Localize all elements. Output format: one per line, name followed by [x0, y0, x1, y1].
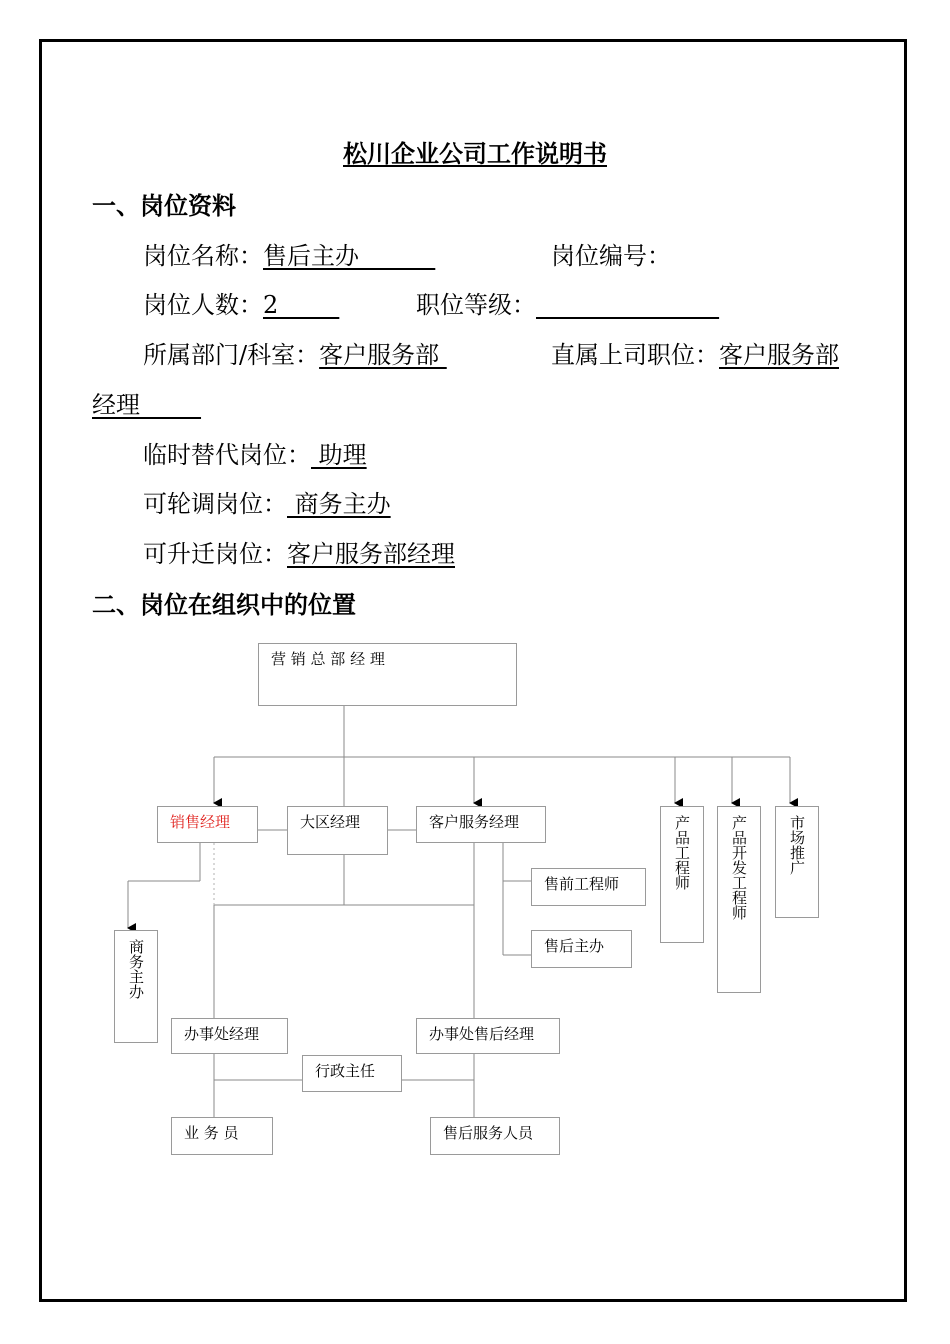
business-officer-text: 商务主办 [127, 939, 145, 999]
department-label: 所属部门/科室： [143, 341, 320, 369]
department-value: 客户服务部 [319, 341, 447, 369]
substitute-value: 助理 [311, 441, 367, 469]
promote-label: 可升迁岗位： [143, 540, 287, 568]
document-title: 松川企业公司工作说明书 [343, 140, 607, 168]
job-grade-label: 职位等级： [416, 291, 536, 319]
org-box-cs-manager: 客户服务经理 [416, 806, 546, 843]
org-box-region-manager: 大区经理 [287, 806, 388, 855]
org-box-presales-engineer: 售前工程师 [531, 868, 646, 906]
substitute-label: 临时替代岗位： [143, 441, 311, 469]
org-box-aftersales-officer: 售后主办 [531, 930, 632, 968]
rotate-label: 可轮调岗位： [143, 490, 287, 518]
org-box-aftersales-staff: 售后服务人员 [430, 1117, 560, 1155]
superior-value-cont: 经理 [92, 391, 202, 419]
section-heading-org-position: 二、岗位在组织中的位置 [92, 591, 356, 619]
org-box-product-dev-engineer [717, 806, 761, 993]
job-count-label: 岗位人数： [143, 291, 263, 319]
job-code-label: 岗位编号： [551, 242, 671, 270]
superior-value: 客户服务部 [719, 341, 839, 369]
org-box-salesman: 业 务 员 [171, 1117, 273, 1155]
superior-label: 直属上司职位： [551, 341, 719, 369]
job-count-value: 2 [263, 291, 340, 319]
org-box-office-manager: 办事处经理 [171, 1018, 288, 1054]
job-name-value: 售后主办 [263, 242, 436, 270]
org-box-office-aftersales-manager: 办事处售后经理 [416, 1018, 560, 1054]
product-dev-engineer-text: 产品开发工程师 [730, 815, 748, 920]
org-box-top: 营 销 总 部 经 理 [258, 643, 517, 706]
rotate-value: 商务主办 [287, 490, 391, 518]
org-box-admin-director: 行政主任 [302, 1055, 402, 1092]
org-box-product-engineer [660, 806, 704, 943]
org-box-marketing [775, 806, 819, 918]
marketing-text: 市场推广 [788, 815, 806, 875]
section-heading-job-info: 一、岗位资料 [92, 192, 236, 220]
promote-value: 客户服务部经理 [287, 540, 455, 568]
org-box-sales-manager: 销售经理 [157, 806, 258, 843]
product-engineer-text: 产品工程师 [673, 815, 691, 890]
org-box-business-officer [114, 930, 158, 1043]
job-name-label: 岗位名称： [143, 242, 263, 270]
